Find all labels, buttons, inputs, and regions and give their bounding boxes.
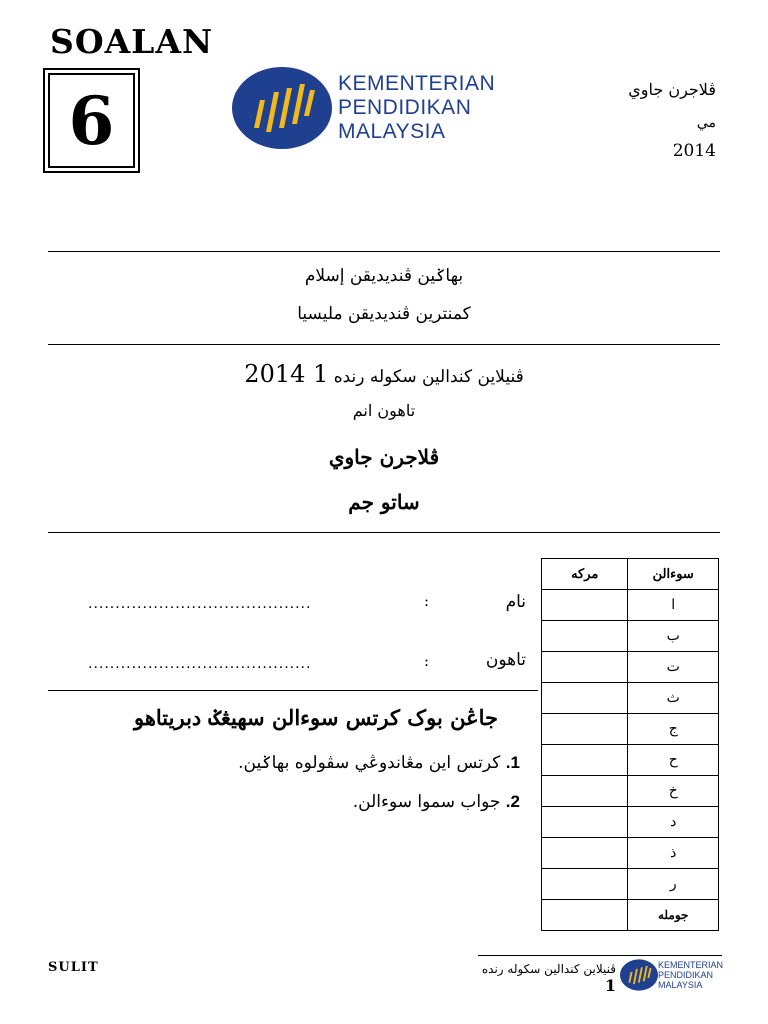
table-row bbox=[542, 621, 719, 652]
instruction-text: جواب سموا سوءالن. bbox=[352, 792, 501, 812]
logo-line-1: KEMENTERIAN bbox=[338, 72, 496, 95]
marks-cell[interactable] bbox=[542, 776, 628, 807]
question-label: ا bbox=[628, 590, 719, 621]
instruction-number: 2. bbox=[505, 792, 520, 811]
footer-page-text: ڤنيلاين كندالين سكوله رنده bbox=[481, 962, 616, 976]
table-row-total bbox=[542, 900, 719, 931]
month-top: مي bbox=[696, 115, 716, 131]
footer-logo-line-1: KEMENTERIAN bbox=[658, 960, 724, 970]
col-question: سوءالن bbox=[628, 559, 719, 590]
question-label: خ bbox=[628, 776, 719, 807]
col-marks: مركه bbox=[542, 559, 628, 590]
divider bbox=[48, 344, 720, 345]
footer-page-info bbox=[470, 962, 616, 995]
footer-page-number: 1 bbox=[604, 976, 616, 995]
table-row bbox=[542, 683, 719, 714]
year-label: تاهون bbox=[485, 650, 526, 670]
table-row bbox=[542, 745, 719, 776]
question-label: د bbox=[628, 807, 719, 838]
subject-top: ڤلاجرن جاوي bbox=[628, 80, 716, 99]
ministry-logo-text bbox=[338, 72, 495, 144]
table-row bbox=[542, 590, 719, 621]
question-label: ح bbox=[628, 745, 719, 776]
marks-cell[interactable] bbox=[542, 838, 628, 869]
question-label: ذ bbox=[628, 838, 719, 869]
table-row bbox=[542, 807, 719, 838]
marks-cell[interactable] bbox=[542, 621, 628, 652]
sulit-label: SULIT bbox=[48, 960, 99, 975]
marks-table-header bbox=[542, 559, 719, 590]
ministry-emblem-icon bbox=[620, 959, 658, 991]
marks-cell[interactable] bbox=[542, 807, 628, 838]
footer-logo-text bbox=[658, 960, 723, 990]
table-row bbox=[542, 776, 719, 807]
logo-line-3: MALAYSIA bbox=[338, 120, 446, 143]
name-label: نام bbox=[505, 592, 526, 612]
question-label: ث bbox=[628, 683, 719, 714]
total-label: جومله bbox=[628, 900, 719, 931]
marks-cell[interactable] bbox=[542, 745, 628, 776]
divider bbox=[48, 532, 720, 533]
marks-cell[interactable] bbox=[542, 590, 628, 621]
footer-logo-line-2: PENDIDIKAN bbox=[658, 970, 714, 980]
exam-title bbox=[48, 360, 720, 388]
year-colon: : bbox=[424, 652, 430, 670]
year-top: 2014 bbox=[672, 141, 716, 161]
footer-divider bbox=[478, 955, 722, 956]
table-row bbox=[542, 838, 719, 869]
footer-logo-line-3: MALAYSIA bbox=[658, 980, 703, 990]
exam-title-numbers: 2014 1 bbox=[244, 360, 329, 388]
question-label: ت bbox=[628, 652, 719, 683]
exam-title-text: ڤنيلاين كندالين سكوله رنده bbox=[333, 367, 524, 387]
marks-cell[interactable] bbox=[542, 652, 628, 683]
instruction-text: كرتس اين مڠاندوڠي سڤولوه بهاݢين. bbox=[238, 753, 501, 773]
marks-cell[interactable] bbox=[542, 869, 628, 900]
question-number-box bbox=[43, 68, 140, 173]
exam-subject: ڤلاجرن جاوي bbox=[328, 445, 440, 469]
instruction-item bbox=[180, 792, 520, 812]
org-line-2: كمنترين ڤنديديقن مليسيا bbox=[297, 304, 471, 324]
name-colon: : bbox=[424, 592, 430, 610]
marks-cell[interactable] bbox=[542, 683, 628, 714]
divider bbox=[48, 690, 538, 691]
year-field[interactable]: ......................................... bbox=[88, 656, 312, 672]
instruction-item bbox=[180, 752, 520, 773]
table-row bbox=[542, 652, 719, 683]
question-label: ب bbox=[628, 621, 719, 652]
divider bbox=[48, 251, 720, 252]
logo-line-2: PENDIDIKAN bbox=[338, 96, 472, 119]
table-row bbox=[542, 714, 719, 745]
org-line-1: بهاݢين ڤنديديقن إسلام bbox=[304, 266, 464, 286]
table-row bbox=[542, 869, 719, 900]
marks-cell[interactable] bbox=[542, 714, 628, 745]
soalan-label: SOALAN bbox=[50, 22, 214, 61]
name-field[interactable]: ......................................... bbox=[88, 596, 312, 612]
instructions-heading: جاڠن بوک کرتس سوءالن سهيڠݢ دبريتاهو bbox=[133, 705, 498, 730]
exam-duration: ساتو جم bbox=[348, 490, 420, 514]
instruction-number: 1. bbox=[505, 753, 520, 772]
question-label: ج bbox=[628, 714, 719, 745]
footer-logo bbox=[620, 958, 724, 992]
question-label: ر bbox=[628, 869, 719, 900]
ministry-logo bbox=[232, 66, 542, 150]
marks-table bbox=[541, 558, 719, 931]
total-marks-cell[interactable] bbox=[542, 900, 628, 931]
question-number: 6 bbox=[48, 73, 135, 168]
year-level: تاهون انم bbox=[352, 401, 416, 420]
ministry-emblem-icon bbox=[232, 66, 332, 150]
